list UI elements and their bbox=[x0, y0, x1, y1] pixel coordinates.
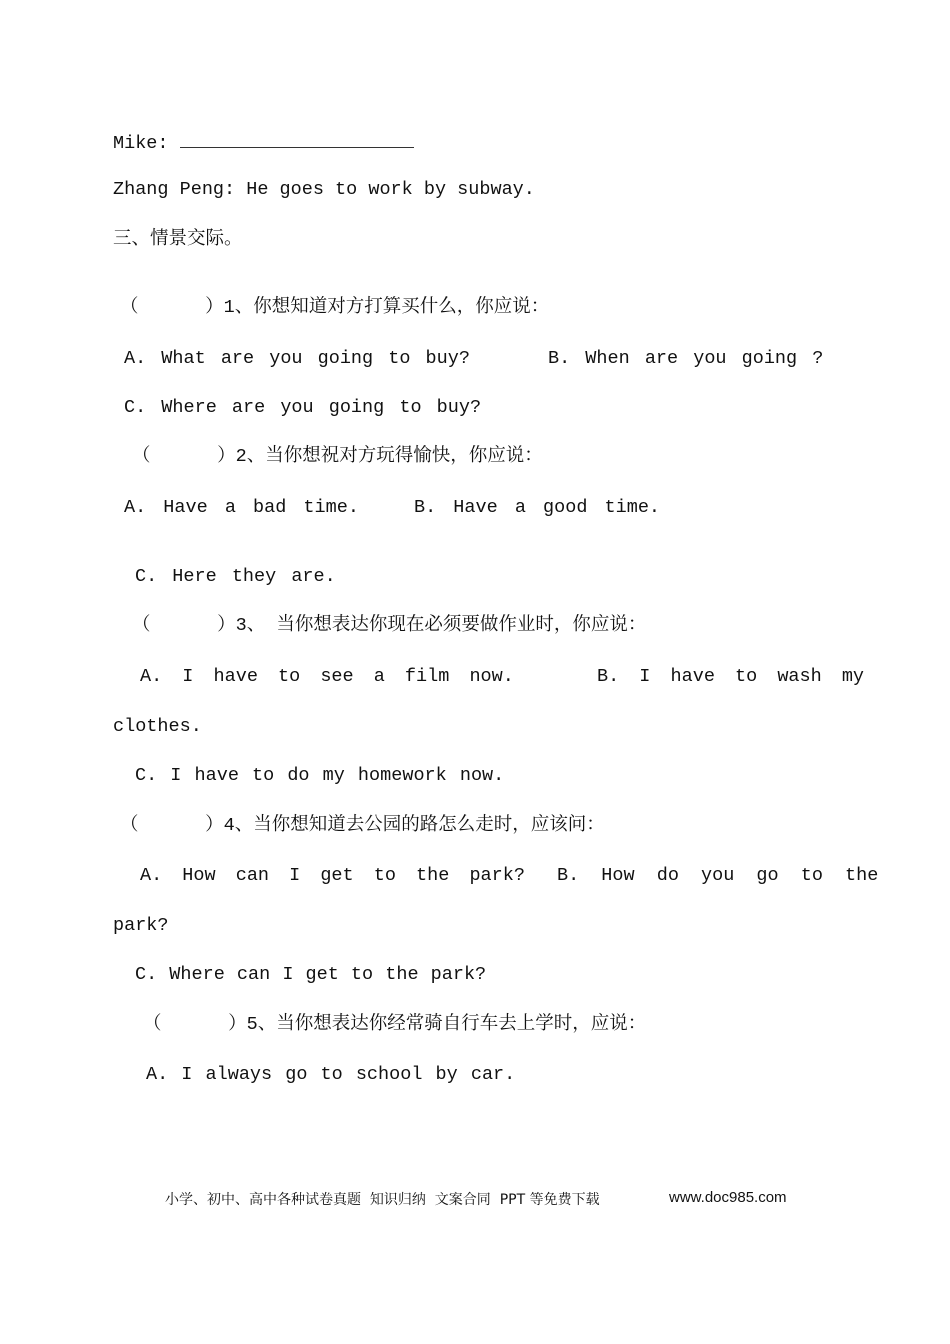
question-4-option-b: B. How do you go to the bbox=[557, 865, 879, 886]
question-5-stem: （ ）5、当你想表达你经常骑自行车去上学时，应说： bbox=[143, 1014, 647, 1035]
question-4-option-c: C. Where can I get to the park? bbox=[135, 964, 487, 985]
question-4-stem: （ ）4、当你想知道去公园的路怎么走时，应该问： bbox=[120, 815, 605, 836]
question-3-stem: （ ）3、 当你想表达你现在必须要做作业时，你应说： bbox=[132, 615, 647, 636]
question-2-stem: （ ）2、当你想祝对方玩得愉快，你应说： bbox=[132, 446, 543, 467]
speaker-label: Mike: bbox=[113, 133, 180, 154]
question-1-option-a: A. What are you going to buy? bbox=[124, 348, 470, 369]
section-title: 三、情景交际。 bbox=[113, 229, 243, 250]
question-2-option-a: A. Have a bad time. bbox=[124, 497, 359, 518]
answer-blank[interactable] bbox=[180, 129, 414, 148]
question-3-option-b: B. I have to wash my bbox=[597, 666, 865, 687]
question-4-option-b-cont: park? bbox=[113, 915, 169, 936]
mike-line bbox=[113, 129, 414, 156]
question-3-option-b-cont: clothes. bbox=[113, 716, 202, 737]
question-4-option-a: A. How can I get to the park? bbox=[140, 865, 525, 886]
question-5-option-a: A. I always go to school by car. bbox=[146, 1064, 516, 1085]
footer-text: 小学、初中、高中各种试卷真题 知识归纳 文案合同 PPT 等免费下载 bbox=[165, 1192, 600, 1208]
zhang-line: Zhang Peng: He goes to work by subway. bbox=[113, 179, 535, 200]
question-1-option-b: B. When are you going ? bbox=[548, 348, 824, 369]
question-3-option-a: A. I have to see a film now. bbox=[140, 666, 514, 687]
question-2-option-c: C. Here they are. bbox=[135, 566, 336, 587]
footer-url[interactable]: www.doc985.com bbox=[669, 1189, 787, 1206]
question-3-option-c: C. I have to do my homework now. bbox=[135, 765, 505, 786]
question-1-stem: （ ）1、你想知道对方打算买什么，你应说： bbox=[120, 297, 550, 318]
question-1-option-c: C. Where are you going to buy? bbox=[124, 397, 482, 418]
question-2-option-b: B. Have a good time. bbox=[414, 497, 661, 518]
